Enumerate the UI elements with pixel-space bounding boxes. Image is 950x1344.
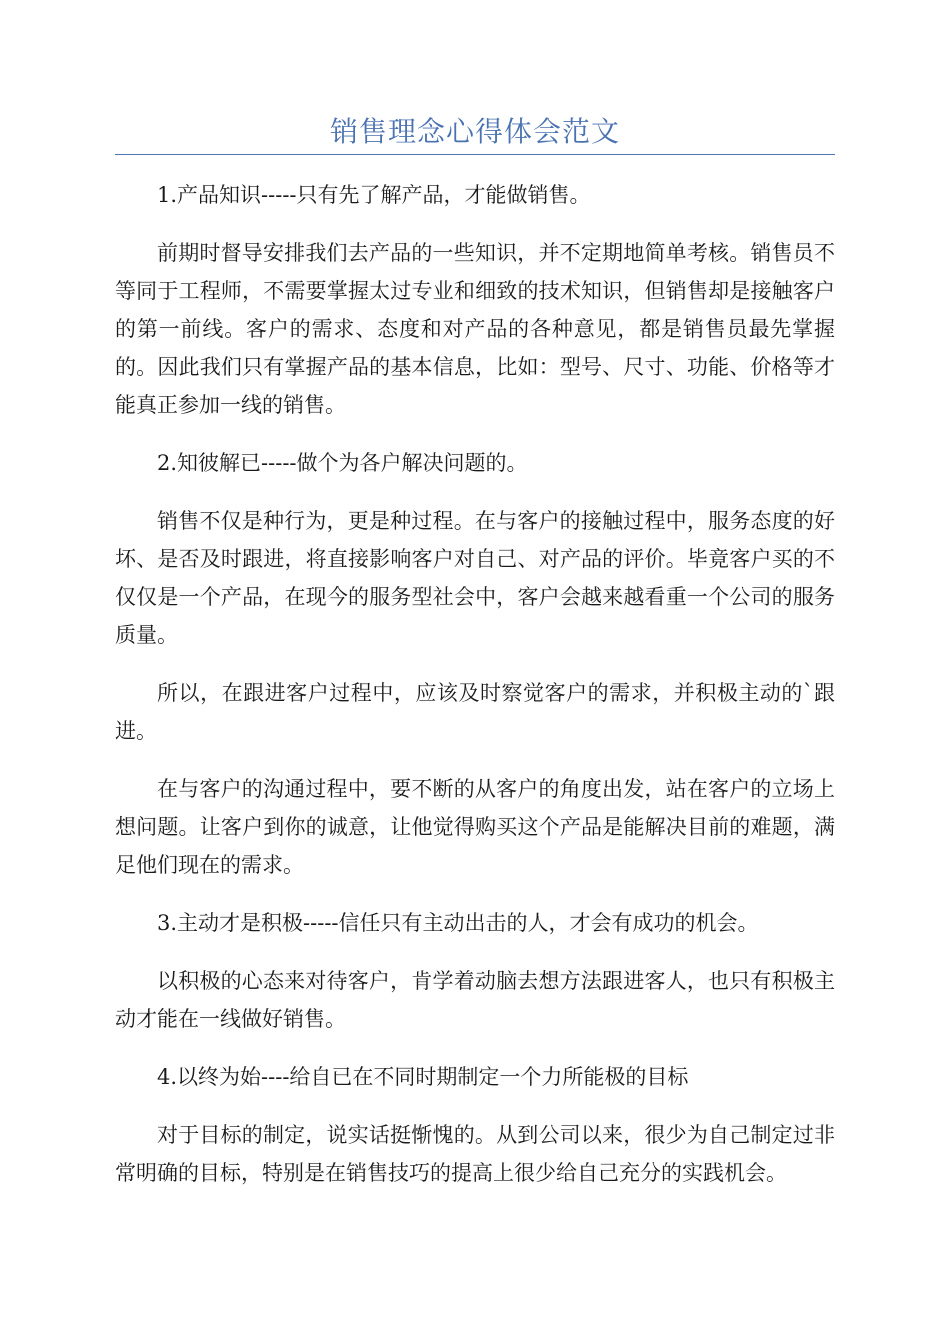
document-body	[115, 176, 835, 1212]
paragraph-heading-3: 3.主动才是积极-----信任只有主动出击的人，才会有成功的机会。	[157, 911, 759, 935]
paragraph: 在与客户的沟通过程中，要不断的从客户的角度出发，站在客户的立场上想问题。让客户到你的诚意，让他觉得购买这个产品是能解决目前的难题，满足他们现在的需求。	[115, 777, 835, 877]
paragraph: 对于目标的制定，说实话挺惭愧的。从到公司以来，很少为自己制定过非常明确的目标，特别是在销售技巧的提高上很少给自己充分的实践机会。	[115, 1123, 835, 1185]
paragraph: 销售不仅是种行为，更是种过程。在与客户的接触过程中，服务态度的好坏、是否及时跟进，将直接影响客户对自己、对产品的评价。毕竟客户买的不仅仅是一个产品，在现今的服务型社会中，客户会越来越看重一个公司的服务质量。	[115, 509, 835, 647]
paragraph: 所以，在跟进客户过程中，应该及时察觉客户的需求，并积极主动的`跟进。	[115, 681, 835, 743]
paragraph: 以积极的心态来对待客户，肯学着动脑去想方法跟进客人，也只有积极主动才能在一线做好销售。	[115, 969, 835, 1031]
paragraph-heading-1: 1.产品知识-----只有先了解产品，才能做销售。	[157, 183, 591, 207]
title-underline	[115, 154, 835, 155]
paragraph-heading-4: 4.以终为始----给自已在不同时期制定一个力所能极的目标	[157, 1065, 689, 1089]
document-title: 销售理念心得体会范文	[329, 115, 620, 148]
paragraph: 前期时督导安排我们去产品的一些知识，并不定期地简单考核。销售员不等同于工程师，不需要掌握太过专业和细致的技术知识，但销售却是接触客户的第一前线。客户的需求、态度和对产品的各种意见，都是销售员最先掌握的。因此我们只有掌握产品的基本信息，比如：型号、尺寸、功能、价格等才能真正参加一线的销售。	[115, 241, 835, 417]
paragraph-heading-2: 2.知彼解已-----做个为各户解决问题的。	[157, 451, 528, 475]
